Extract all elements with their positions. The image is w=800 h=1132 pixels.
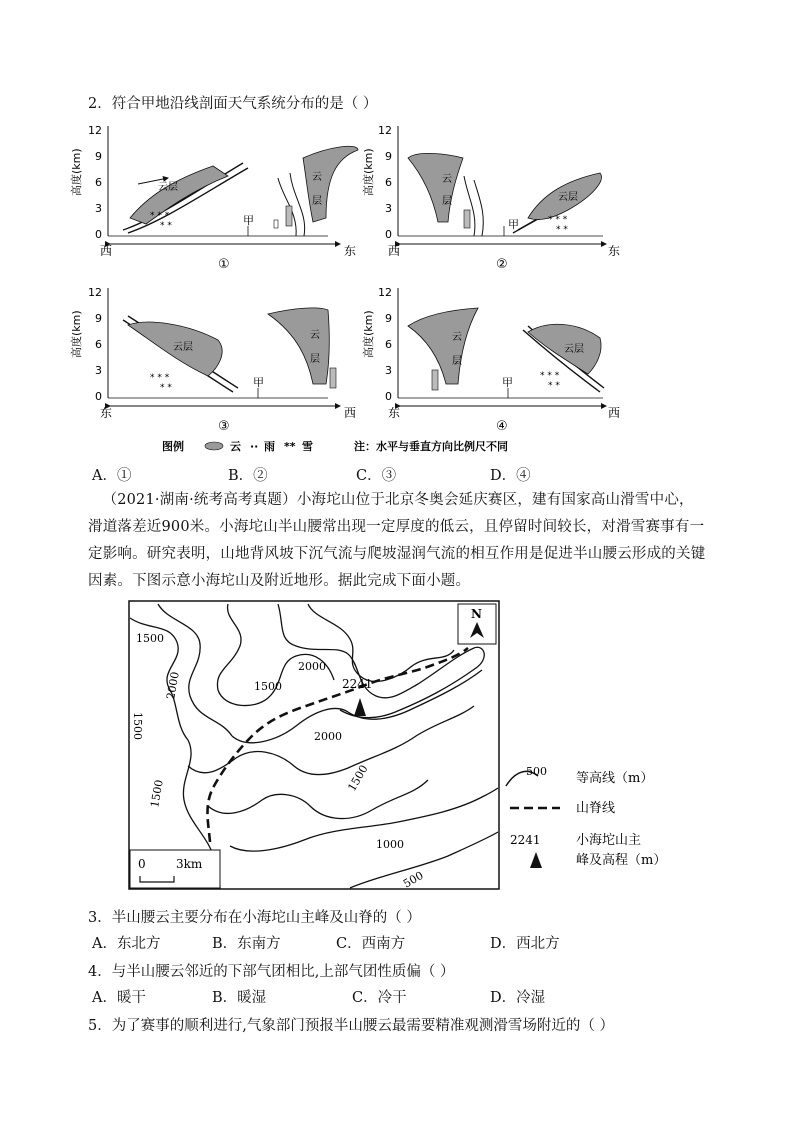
dir-right: 东 [608, 244, 621, 258]
svg-text:峰及高程（m）: 峰及高程（m） [576, 853, 667, 868]
cloud-label-b: 层 [442, 196, 452, 207]
cloud-label: 云层 [558, 192, 578, 203]
q3-option-d[interactable]: D．西北方 [490, 936, 560, 952]
q2-option-a[interactable]: A．① [92, 468, 132, 484]
dir-left: 东 [388, 406, 401, 420]
dir-left: 西 [100, 244, 113, 258]
map-legend [506, 765, 666, 868]
cloud-label-b: 层 [310, 354, 320, 365]
dir-right: 西 [608, 406, 621, 420]
svg-text:* * *: * * * [150, 373, 170, 383]
legend-title: 图例 [162, 440, 184, 453]
legend-note: 注：水平与垂直方向比例尺不同 [354, 440, 508, 453]
cloud-label: 云层 [173, 342, 193, 353]
cloud-swatch-icon [205, 442, 223, 450]
y-tick: 9 [95, 150, 102, 163]
svg-text:山脊线: 山脊线 [576, 801, 616, 816]
y-tick: 0 [95, 390, 102, 403]
q2-option-d[interactable]: D．④ [490, 468, 531, 484]
place-jia: 甲 [508, 218, 519, 231]
y-axis-label: 高度(km) [362, 310, 375, 358]
svg-text:N: N [471, 607, 482, 621]
y-tick: 6 [95, 338, 102, 351]
reading-passage: （2021·湖南·统考高考真题）小海坨山位于北京冬奥会延庆赛区，建有国家高山滑雪中心，滑道落差近900米。小海坨山半山腰常出现一定厚度的低云，且停留时间较长，对滑雪赛事有一定影响。研究表明，山地背风坡下沉气流与爬坡湿润气流的相互作用是促进半山腰云形成的关键因素。下图示意小海坨山及附近地形。据此完成下面小题。 [88, 492, 706, 589]
panel-number: ④ [496, 419, 508, 434]
cloud-label-a: 云 [442, 174, 452, 185]
question-4-stem: 4．与半山腰云邻近的下部气团相比,上部气团性质偏（ ） [88, 964, 455, 980]
profile-panel-4 [361, 286, 620, 434]
svg-text:3km: 3km [176, 857, 203, 871]
topographic-map [128, 600, 688, 892]
contour-label: 1500 [148, 778, 166, 809]
scale-bar [130, 850, 220, 888]
y-tick: 3 [385, 364, 392, 377]
contour-label: 1500 [254, 680, 282, 693]
question-5-stem: 5．为了赛事的顺利进行,气象部门预报半山腰云最需要精准观测滑雪场附近的（ ） [88, 1018, 614, 1034]
q3-option-a[interactable]: A．东北方 [92, 936, 161, 952]
legend-cloud: 云 [230, 440, 241, 453]
y-tick: 3 [95, 202, 102, 215]
profile-legend [162, 439, 508, 453]
y-tick: 9 [95, 312, 102, 325]
cloud-label-b: 层 [312, 196, 322, 207]
question-2-stem: 2．符合甲地沿线剖面天气系统分布的是（ ） [88, 96, 378, 112]
profile-panel-2 [361, 124, 620, 272]
place-jia: 甲 [502, 376, 513, 389]
contour-label: 1000 [376, 838, 404, 851]
y-tick: 3 [385, 202, 392, 215]
q3-option-b[interactable]: B．东南方 [212, 936, 281, 952]
panel-number: ① [218, 257, 230, 272]
y-tick: 0 [385, 390, 392, 403]
contour-label: 500 [401, 868, 426, 891]
contour-label: 2000 [298, 660, 326, 673]
q3-option-c[interactable]: C．西南方 [336, 936, 406, 952]
y-axis-label: 高度(km) [70, 148, 83, 196]
y-tick: 12 [378, 286, 392, 299]
cloud-label-b: 层 [452, 356, 462, 367]
dir-right: 西 [344, 406, 357, 420]
svg-text:* * *: * * * [548, 215, 568, 225]
y-axis-label: 高度(km) [362, 148, 375, 196]
profile-panel-1 [69, 124, 358, 272]
profile-panel-3 [69, 286, 356, 434]
svg-text:* *: * * [160, 221, 172, 231]
dir-left: 西 [388, 244, 401, 258]
y-tick: 6 [95, 176, 102, 189]
q2-option-c[interactable]: C．③ [356, 468, 397, 484]
panel-number: ② [496, 257, 508, 272]
y-tick: 9 [385, 312, 392, 325]
svg-text:2241: 2241 [510, 833, 541, 847]
dir-right: 东 [344, 244, 357, 258]
svg-text:* *: * * [160, 383, 172, 393]
cloud-label-a: 云 [310, 330, 320, 341]
svg-text:0: 0 [138, 857, 146, 871]
y-tick: 0 [95, 228, 102, 241]
q4-option-a[interactable]: A．暖干 [92, 990, 146, 1006]
legend-snow: 雪 [302, 440, 313, 453]
cloud-label-a: 云 [452, 332, 462, 343]
contour-label: 1500 [345, 762, 371, 794]
y-tick: 6 [385, 176, 392, 189]
contour-label: 1500 [131, 712, 144, 740]
svg-text:500: 500 [526, 765, 547, 778]
q4-option-c[interactable]: C．冷干 [352, 990, 407, 1006]
contour-label: 1500 [136, 632, 164, 645]
panel-number: ③ [218, 419, 230, 434]
cloud-label: 云层 [564, 344, 584, 355]
dir-left: 东 [100, 406, 113, 420]
svg-text:**: ** [284, 440, 296, 453]
place-jia: 甲 [253, 376, 264, 389]
profile-figure [68, 118, 648, 458]
y-tick: 12 [88, 286, 102, 299]
y-tick: 12 [378, 124, 392, 137]
y-axis-label: 高度(km) [70, 310, 83, 358]
svg-text:等高线（m）: 等高线（m） [576, 771, 654, 786]
svg-text:··: ·· [250, 440, 259, 453]
q4-option-d[interactable]: D．冷湿 [490, 990, 546, 1006]
legend-rain: 雨 [264, 440, 275, 453]
svg-text:* *: * * [548, 381, 560, 391]
svg-text:* * *: * * * [540, 371, 560, 381]
y-tick: 6 [385, 338, 392, 351]
y-tick: 3 [95, 364, 102, 377]
peak-legend-icon [530, 852, 542, 868]
y-tick: 12 [88, 124, 102, 137]
peak-elevation: 2241 [342, 677, 373, 691]
y-tick: 9 [385, 150, 392, 163]
place-jia: 甲 [243, 214, 254, 227]
q4-option-b[interactable]: B．暖湿 [212, 990, 267, 1006]
contour-label: 2000 [164, 670, 182, 701]
north-arrow-icon [458, 604, 496, 644]
cloud-label: 云层 [158, 182, 178, 193]
question-3-stem: 3．半山腰云主要分布在小海坨山主峰及山脊的（ ） [88, 910, 421, 926]
q2-option-b[interactable]: B．② [228, 468, 268, 484]
map-frame [129, 601, 499, 889]
svg-text:* * *: * * * [150, 211, 170, 221]
svg-text:* *: * * [556, 225, 568, 235]
svg-text:小海坨山主: 小海坨山主 [576, 833, 642, 848]
y-tick: 0 [385, 228, 392, 241]
contour-label: 2000 [314, 730, 342, 743]
cloud-label-a: 云 [312, 172, 322, 183]
